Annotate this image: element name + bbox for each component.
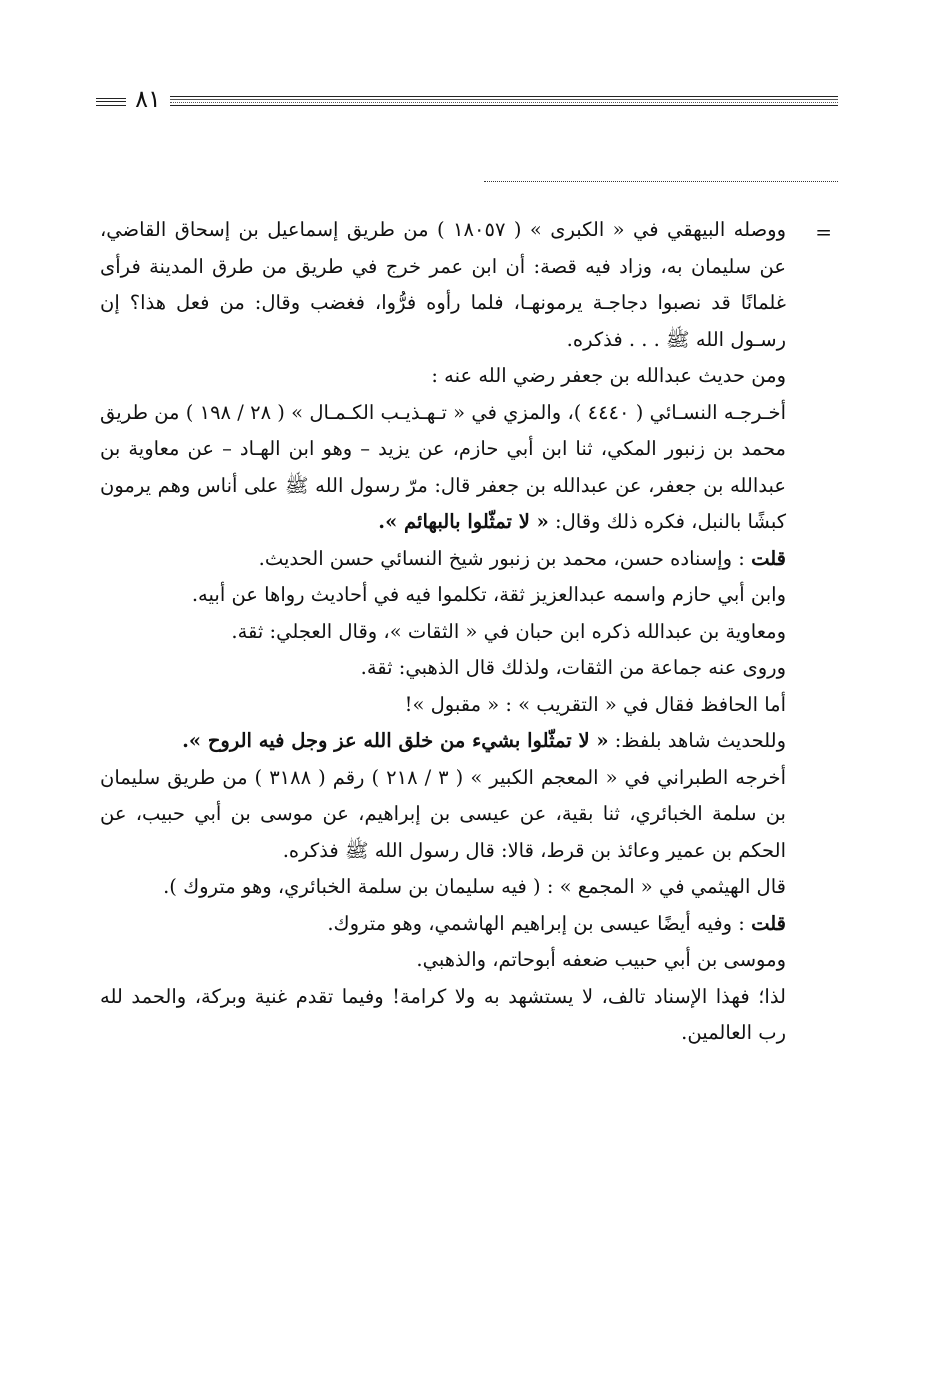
hadith-quote-1: « لا تمثّلوا بالبهائم ». — [378, 510, 549, 533]
header-rule-long — [170, 96, 838, 106]
paragraph-12 — [100, 906, 786, 943]
paragraph-8: أما الحافظ فقال في « التقريب » : « مقبول »! — [404, 692, 786, 716]
qult-label-2: قلت — [751, 911, 786, 935]
page-body — [100, 212, 786, 1052]
qult-label-1: قلت — [751, 546, 786, 570]
paragraph-7: وروى عنه جماعة من الثقات، ولذلك قال الذهبي: ثقة. — [360, 656, 786, 679]
paragraph-14: لذا؛ فهذا الإسناد تالف، لا يستشهد به ولا كرامة! وفيما تقدم غنية وبركة، والحمد لله رب العالمين. — [100, 984, 786, 1044]
paragraph-4-text: : وإسناده حسن، محمد بن زنبور شيخ النسائي حسن الحديث. — [258, 546, 745, 570]
paragraph-12-text: : وفيه أيضًا عيسى بن إبراهيم الهاشمي، وهو متروك. — [327, 911, 745, 935]
hadith-quote-2: « لا تمثّلوا بشيء من خلق الله عز وجل فيه الروح ». — [182, 729, 609, 752]
paragraph-9-text: وللحديث شاهد بلفظ: — [614, 729, 786, 752]
page-header — [96, 82, 838, 122]
paragraph-2: ومن حديث عبدالله بن جعفر رضي الله عنه : — [431, 364, 786, 387]
paragraph-11: قال الهيثمي في « المجمع » : ( فيه سليمان بن سلمة الخبائري، وهو متروك ). — [163, 875, 786, 898]
paragraph-1: ووصله البيهقي في « الكبرى » ( ١٨٠٥٧ ) من طريق إسماعيل بن إسحاق القاضي، عن سليمان به، وزاد فيه قصة: أن ابن عمر خرج في طريق من طرق المدينة فرأى غلمانًا قد نصبوا دجاجـة يرمونهـا، فلما رأوه فرُّوا، فغضب وقال: من فعل هذا؟ إن رسـول الله ﷺ . . . فذكره. — [100, 218, 786, 351]
paragraph-5: وابن أبي حازم واسمه عبدالعزيز ثقة، تكلموا فيه في أحاديث رواها عن أبيه. — [191, 583, 786, 606]
paragraph-3-text: أخـرجـه النسـائي ( ٤٤٤٠ )، والمزي في « تـهـذيـب الكـمـال » ( ٢٨ / ١٩٨ ) من طريق محمد بن زنبور المكي، ثنا ابن أبي حازم، عن يزيد – وهو ابن الهـاد – عن معاوية بن عبدالله بن جعفر، عن عبدالله بن جعفر قال: مرّ رسول الله ﷺ على أناس وهم يرمون كبشًا بالنبل، فكره ذلك وقال: — [100, 400, 787, 533]
paragraph-6: ومعاوية بن عبدالله ذكره ابن حبان في « الثقات »، وقال العجلي: ثقة. — [231, 619, 786, 643]
continuation-mark: = — [815, 220, 832, 244]
separator-rule — [484, 181, 838, 182]
paragraph-3 — [100, 395, 786, 541]
paragraph-10: أخرجه الطبراني في « المعجم الكبير » ( ٣ / ٢١٨ ) رقم ( ٣١٨٨ ) من طريق سليمان بن سلمة الخبائري، ثنا بقية، عن عيسى بن إبراهيم، عن موسى بن أبي حبيب، عن الحكم بن عمير وعائذ بن قرط، قالا: قال رسول الله ﷺ فذكره. — [100, 765, 786, 862]
paragraph-9 — [100, 723, 786, 760]
paragraph-13: وموسى بن أبي حبيب ضعفه أبوحاتم، والذهبي. — [416, 948, 786, 971]
header-rule-short — [96, 98, 126, 106]
page-number: ٨١ — [135, 85, 161, 113]
paragraph-4 — [100, 541, 786, 578]
